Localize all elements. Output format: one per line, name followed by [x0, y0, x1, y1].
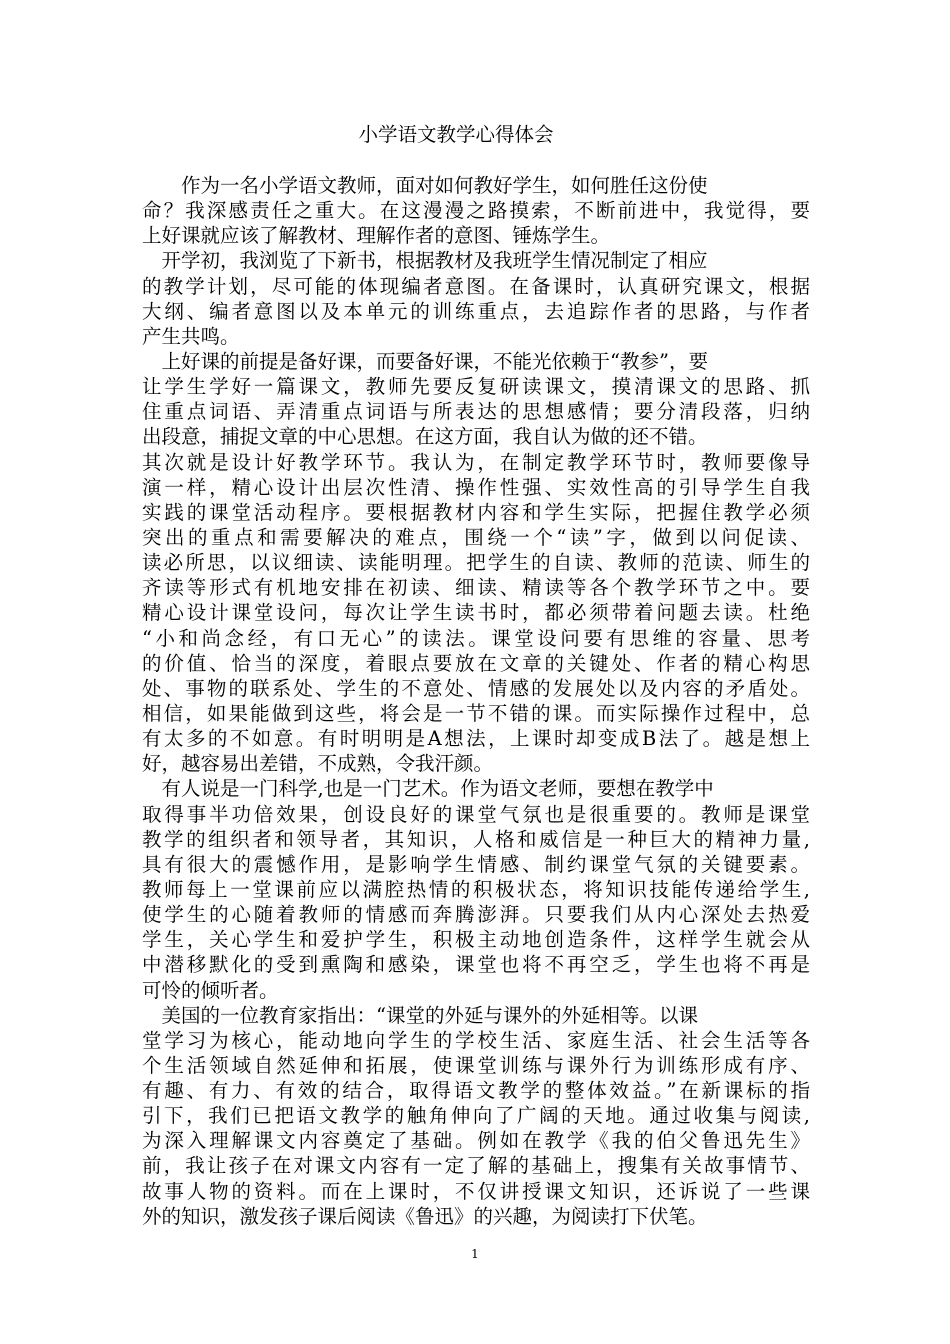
text-line: 外的知识，激发孩子课后阅读《鲁迅》的兴趣，为阅读打下伏笔。 [142, 1204, 708, 1228]
text-line: 上好课就应该了解教材、理解作者的意图、锤炼学生。 [142, 224, 611, 248]
text-line: 教师每上一堂课前应以满腔热情的积极状态，将知识技能传递给学生, [142, 877, 810, 901]
text-line: 堂学习为核心，能动地向学生的学校生活、家庭生活、社会生活等各 [142, 1028, 810, 1052]
text-line: 有趣、有力、有效的结合，取得语文教学的整体效益。”在新课标的指 [142, 1079, 810, 1103]
text-line: 出段意，捕捉文章的中心思想。在这方面，我自认为做的还不错。 [142, 425, 708, 449]
text-line: 产生共鸣。 [142, 324, 240, 348]
text-line: 相信，如果能做到这些，将会是一节不错的课。而实际操作过程中，总 [142, 701, 810, 725]
text-line: 有太多的不如意。有时明明是A想法，上课时却变成B法了。越是想上 [142, 727, 810, 751]
text-line: 让学生学好一篇课文，教师先要反复研读课文，摸清课文的思路、抓 [142, 375, 810, 399]
text-line: 作为一名小学语文教师，面对如何教好学生，如何胜任这份使 [142, 174, 708, 197]
text-line: 教学的组织者和领导者，其知识，人格和威信是一种巨大的精神力量, [142, 827, 810, 851]
text-line: 故事人物的资料。而在上课时，不仅讲授课文知识，还诉说了一些课 [142, 1179, 810, 1203]
text-line: 为深入理解课文内容奠定了基础。例如在教学《我的伯父鲁迅先生》 [142, 1129, 810, 1153]
text-line: 的教学计划，尽可能的体现编者意图。在备课时，认真研究课文，根据 [142, 274, 810, 298]
text-line: 实践的课堂活动程序。要根据教材内容和学生实际，把握住教学必须 [142, 500, 810, 524]
text-line: 演一样，精心设计出层次性清、操作性强、实效性高的引导学生自我 [142, 475, 810, 499]
text-line: 齐读等形式有机地安排在初读、细读、精读等各个教学环节之中。要 [142, 576, 810, 600]
text-line: 学生，关心学生和爱护学生，积极主动地创造条件，这样学生就会从 [142, 928, 810, 952]
text-line: 个生活领域自然延伸和拓展，使课堂训练与课外行为训练形成有序、 [142, 1053, 810, 1077]
text-line: 有人说是一门科学,也是一门艺术。作为语文老师，要想在教学中 [142, 777, 714, 801]
text-line: 上好课的前提是备好课，而要备好课，不能光依赖于“教参”，要 [142, 349, 708, 373]
text-line: 读必所思，以议细读、读能明理。把学生的自读、教师的范读、师生的 [142, 551, 810, 575]
text-line: 取得事半功倍效果，创设良好的课堂气氛也是很重要的。教师是课堂 [142, 802, 810, 826]
text-line: 处、事物的联系处、学生的不意处、情感的发展处以及内容的矛盾处。 [142, 676, 810, 700]
text-line: 具有很大的震憾作用，是影响学生情感、制约课堂气氛的关键要素。 [142, 852, 810, 876]
text-line: 的价值、恰当的深度，着眼点要放在文章的关键处、作者的精心构思 [142, 651, 810, 675]
text-line: 美国的一位教育家指出：“课堂的外延与课外的外延相等。以课 [142, 1003, 698, 1027]
text-line: 前，我让孩子在对课文内容有一定了解的基础上，搜集有关故事情节、 [142, 1154, 810, 1178]
text-line: 使学生的心随着教师的情感而奔腾澎湃。只要我们从内心深处去热爱 [142, 903, 810, 927]
text-line: 住重点词语、弄清重点词语与所表达的思想感情；要分清段落，归纳 [142, 400, 810, 424]
text-line: 引下，我们已把语文教学的触角伸向了广阔的天地。通过收集与阅读, [142, 1104, 810, 1128]
text-line: 突出的重点和需要解决的难点，围绕一个“读”字，做到以问促读、 [142, 525, 810, 549]
text-line: 中潜移默化的受到熏陶和感染，课堂也将不再空乏，学生也将不再是 [142, 953, 810, 977]
text-line: 命？我深感责任之重大。在这漫漫之路摸索，不断前进中，我觉得，要 [142, 199, 810, 223]
page-number: 1 [471, 1247, 479, 1261]
text-line: 可怜的倾听者。 [142, 978, 279, 1002]
text-line: 其次就是设计好教学环节。我认为，在制定教学环节时，教师要像导 [142, 450, 810, 474]
text-line: “小和尚念经，有口无心”的读法。课堂设问要有思维的容量、思考 [142, 626, 810, 650]
text-line: 好，越容易出差错，不成熟，令我汗颜。 [142, 752, 494, 776]
document-title: 小学语文教学心得体会 [358, 123, 554, 146]
text-line: 精心设计课堂设问，每次让学生读书时，都必须带着问题去读。杜绝 [142, 601, 810, 625]
document-body [142, 173, 810, 1229]
text-line: 开学初，我浏览了下新书，根据教材及我班学生情况制定了相应 [142, 249, 708, 273]
text-line: 大纲、编者意图以及本单元的训练重点，去追踪作者的思路，与作者 [142, 299, 810, 323]
